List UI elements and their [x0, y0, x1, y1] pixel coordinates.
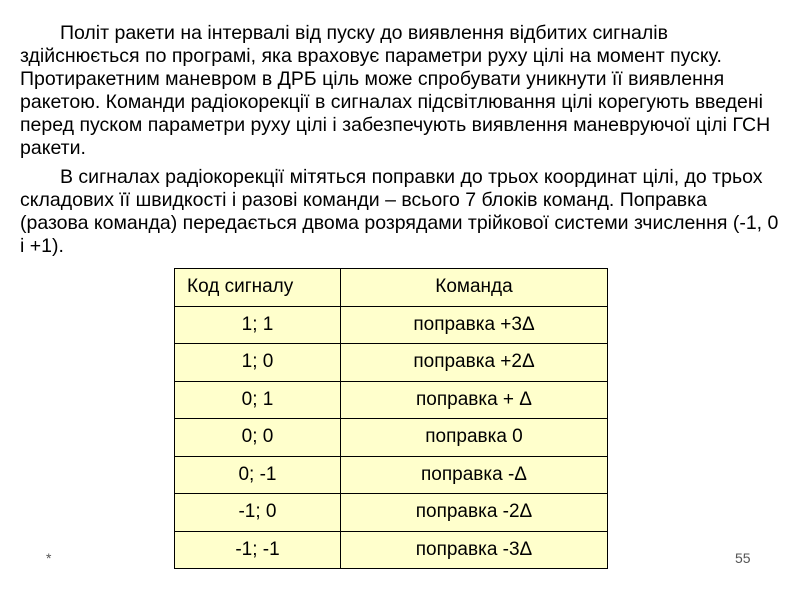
- table-row: [175, 344, 608, 382]
- signal-code-cell: 0; 1: [175, 381, 341, 419]
- command-cell: поправка + Δ: [341, 381, 608, 419]
- table-row: [175, 456, 608, 494]
- signal-code-cell: 1; 0: [175, 344, 341, 382]
- header-signal-code: Код сигналу: [175, 269, 341, 307]
- command-cell: поправка -3Δ: [341, 531, 608, 569]
- table-row: [175, 306, 608, 344]
- table-row: [175, 419, 608, 457]
- command-cell: поправка +2Δ: [341, 344, 608, 382]
- signal-code-table: [174, 268, 608, 569]
- footer-marker: *: [46, 550, 52, 566]
- paragraph-2: В сигналах радіокорекції мітяться поправки до трьох координат цілі, до трьох складових її швидкості і разові команди – всього 7 блоків команд. Поправка (разова команда) передається двома розрядами трійкової системи зчислення (-1, 0 і +1).: [20, 166, 779, 257]
- page-number: 55: [735, 550, 751, 566]
- signal-code-cell: 0; -1: [175, 456, 341, 494]
- table-header-row: [175, 269, 608, 307]
- signal-code-cell: 1; 1: [175, 306, 341, 344]
- table-row: [175, 531, 608, 569]
- signal-code-cell: 0; 0: [175, 419, 341, 457]
- command-cell: поправка -2Δ: [341, 494, 608, 532]
- table-row: [175, 381, 608, 419]
- paragraph-1: Політ ракети на інтервалі від пуску до виявлення відбитих сигналів здійснюється по програмі, яка враховує параметри руху цілі на момент пуску. Протиракетним маневром в ДРБ ціль може спробувати уникнути її виявлення ракетою. Команди радіокорекції в сигналах підсвітлювання цілі корегують введені перед пуском параметри руху цілі і забезпечують виявлення маневруючої цілі ГСН ракети.: [20, 22, 771, 159]
- command-cell: поправка 0: [341, 419, 608, 457]
- table-row: [175, 494, 608, 532]
- body-text: [20, 22, 780, 264]
- signal-code-cell: -1; 0: [175, 494, 341, 532]
- signal-code-cell: -1; -1: [175, 531, 341, 569]
- command-cell: поправка +3Δ: [341, 306, 608, 344]
- command-cell: поправка -Δ: [341, 456, 608, 494]
- header-command: Команда: [341, 269, 608, 307]
